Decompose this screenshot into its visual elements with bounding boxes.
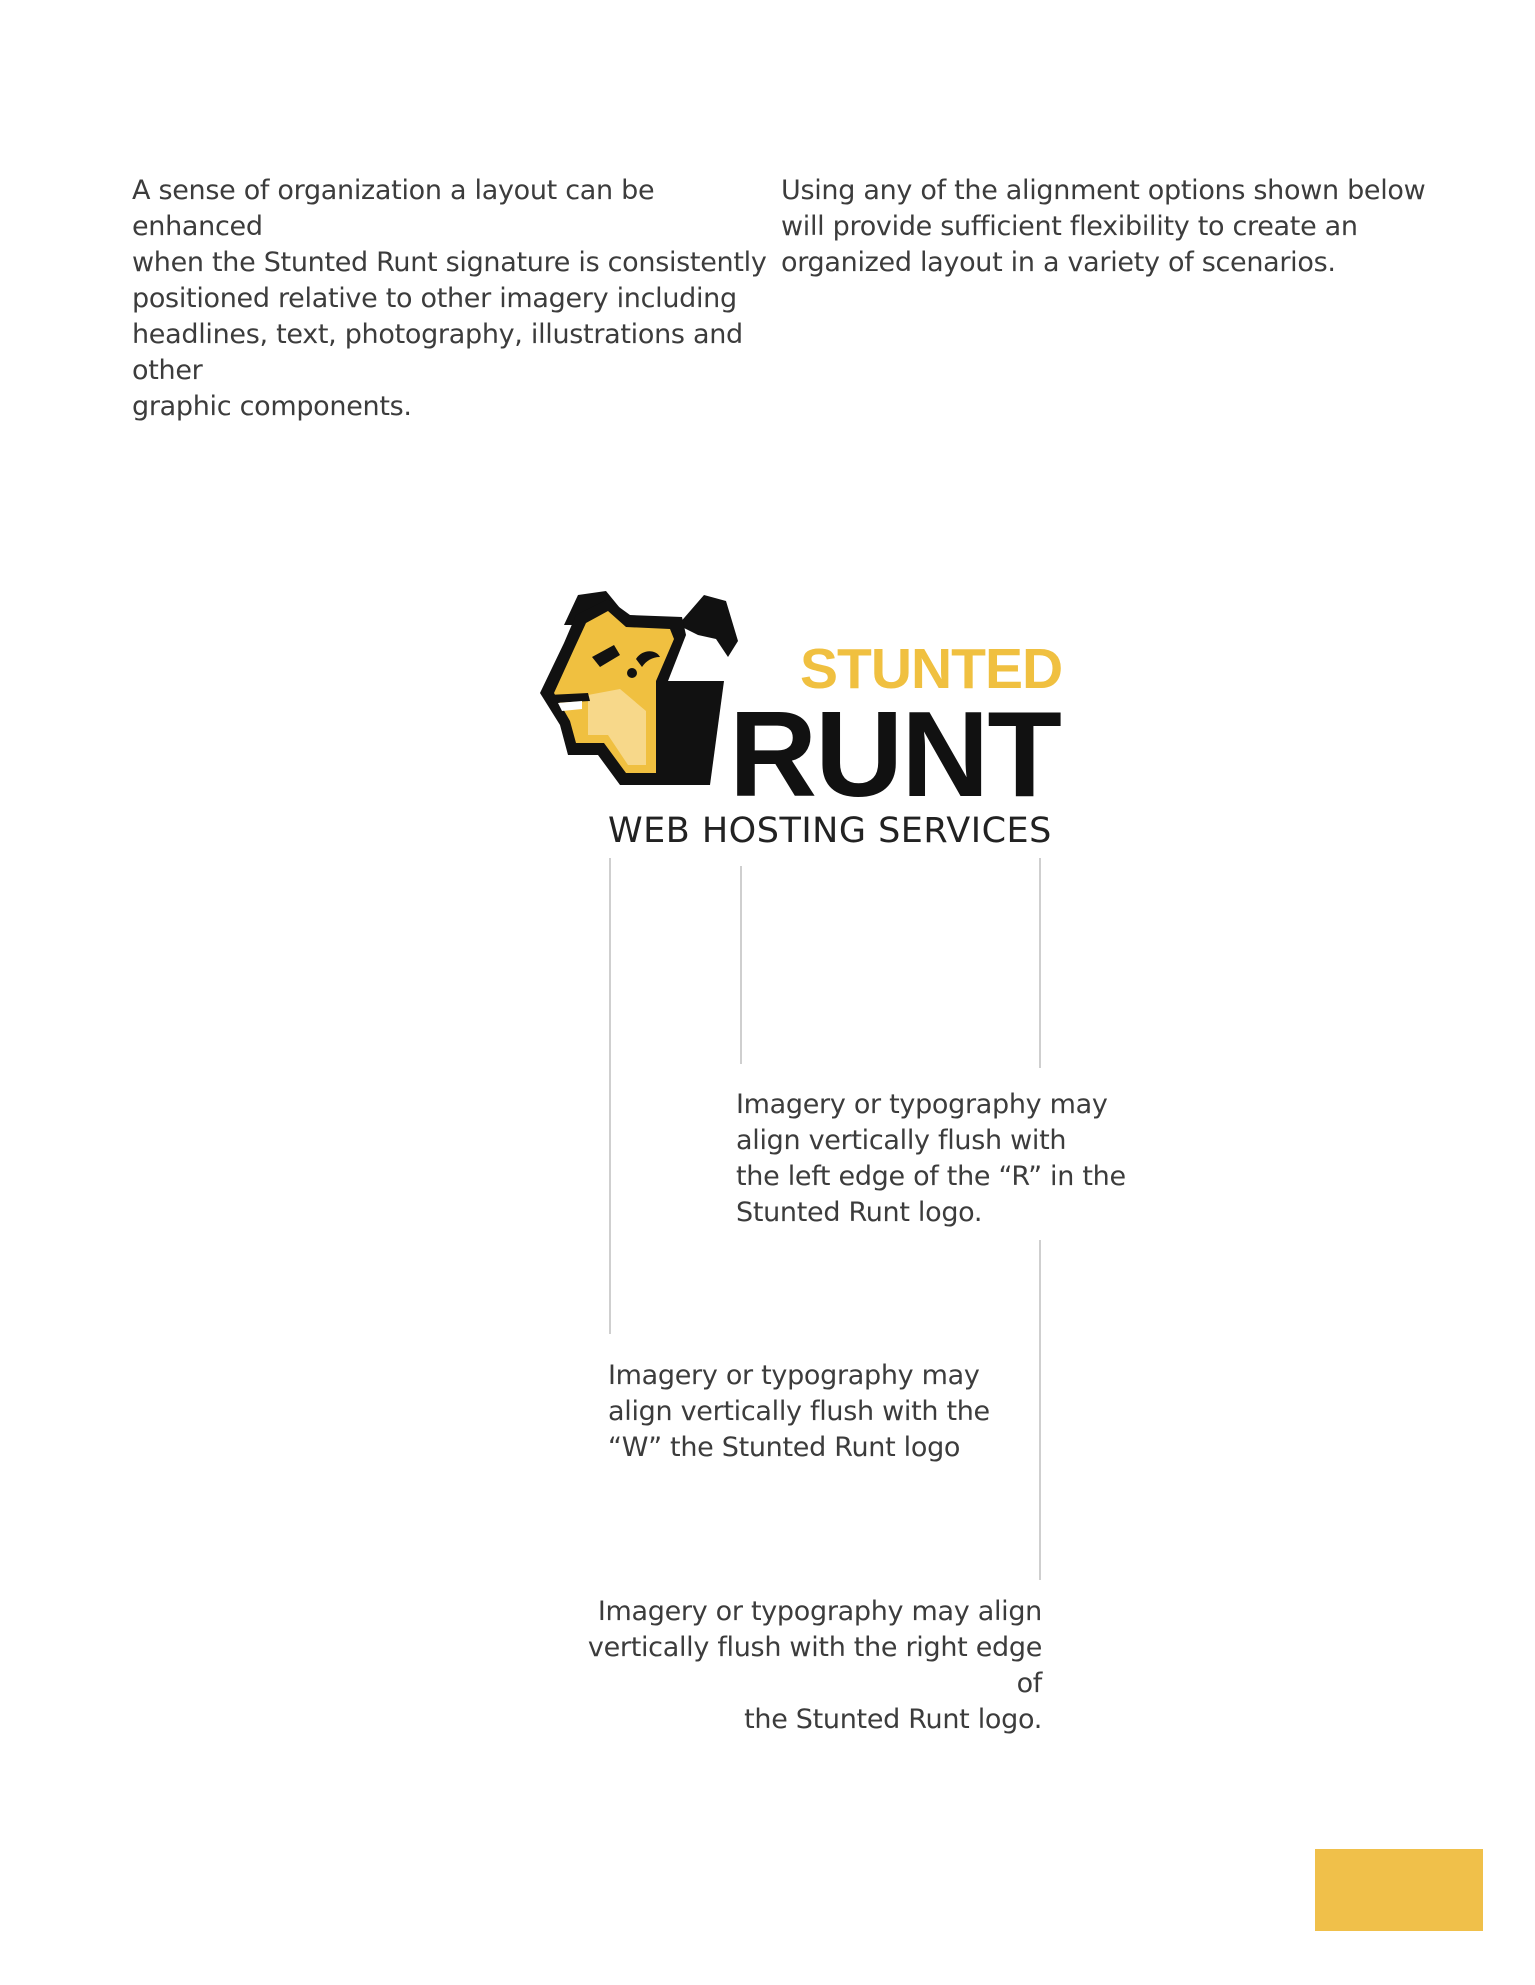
guide-line-right-edge-upper <box>1039 858 1041 1068</box>
caption-right-alignment: Imagery or typography may align vertically flush with the right edge of the Stunted Runt logo. <box>587 1596 1042 1735</box>
logo-word-stunted: STUNTED <box>800 637 1063 701</box>
logo-word-runt: RUNT <box>729 686 1060 822</box>
caption-r-alignment: Imagery or typography may align vertically flush with the left edge of the “R” in the Stunted Runt logo. <box>736 1089 1126 1228</box>
guide-line-r-edge <box>740 866 742 1064</box>
accent-color-block <box>1315 1849 1483 1931</box>
intro-paragraph-left: A sense of organization a layout can be enhanced when the Stunted Runt signature is consistently positioned relative to other imagery including headlines, text, photography, illustrations and other graphic components. <box>132 175 767 422</box>
intro-paragraph-right: Using any of the alignment options shown below will provide sufficient flexibility to create an organized layout in a variety of scenarios. <box>781 175 1426 278</box>
guide-line-right-edge-lower <box>1039 1240 1041 1580</box>
dog-head-icon <box>528 585 738 800</box>
caption-w-alignment: Imagery or typography may align vertically flush with the “W” the Stunted Runt logo <box>608 1360 990 1463</box>
logo-tagline: WEB HOSTING SERVICES <box>608 811 1052 851</box>
stunted-runt-logo <box>528 585 1063 855</box>
guide-line-w-edge <box>609 858 611 1334</box>
